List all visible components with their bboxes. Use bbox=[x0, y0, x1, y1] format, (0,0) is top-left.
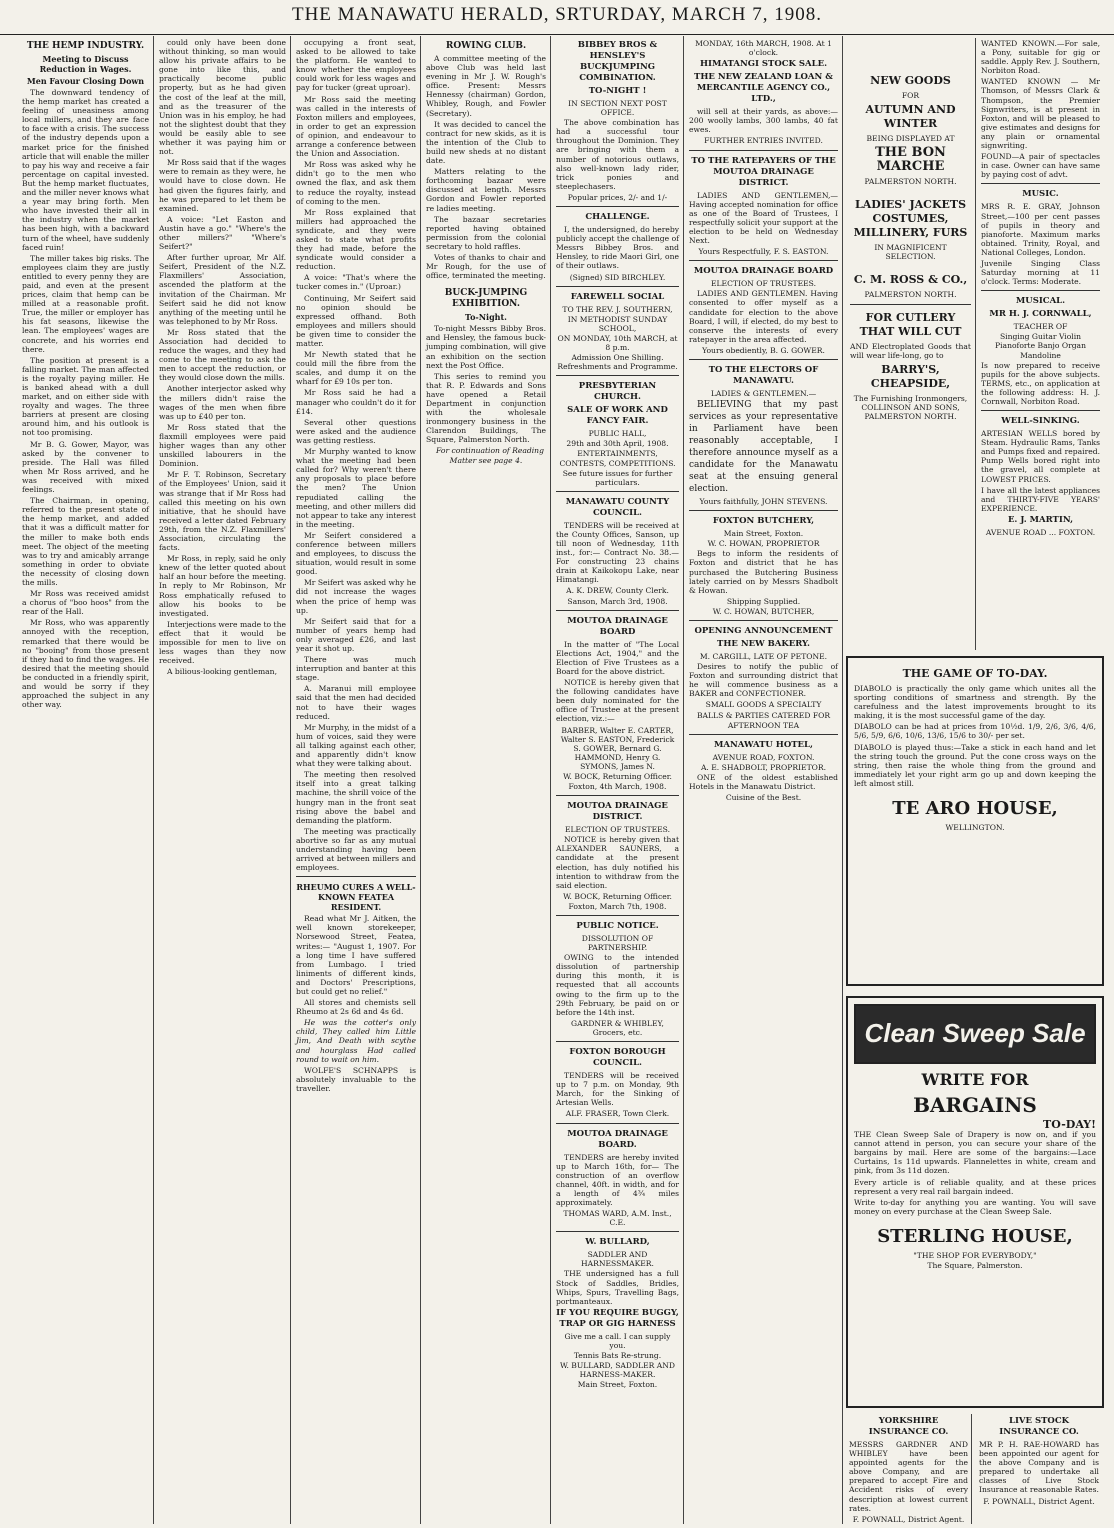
classified-ad: WANTED KNOWN — Mr Thomson, of Messrs Clark & Thompson, the Premier Signwriters, is at present in Foxton, and will be pleased to give estimates and designs for any plain or ornamental signwriting. bbox=[981, 77, 1100, 151]
advert-line: Foxton, 4th March, 1908. bbox=[568, 782, 667, 792]
advert-paragraph: LADIES AND GENTLEMEN,— Having accepted nomination for office as one of the Board of Trustees, I respectfully solicit your support at the election to be held on Wednesday Next. bbox=[689, 190, 838, 246]
advert-paragraph: TENDERS are hereby invited up to March 16th, for— The construction of an overflow channel, 40ft. in width, and for a length of 4¾ miles approximately. bbox=[556, 1152, 679, 1207]
advert-line: WELLINGTON. bbox=[945, 823, 1005, 833]
advert-heading: THE NEW BAKERY. bbox=[717, 639, 810, 649]
advert-line: ON MONDAY, 10th MARCH, at 8 p.m. bbox=[557, 333, 678, 352]
advert-signature: GARDNER & WHIBLEY, Grocers, etc. bbox=[571, 1018, 664, 1037]
advert-heading: WELL-SINKING. bbox=[1001, 416, 1080, 427]
advert-line: ELECTION OF TRUSTEES. bbox=[710, 279, 817, 289]
article-paragraph: A voice: "That's where the tucker comes in." (Uproar.) bbox=[296, 273, 416, 292]
advert-paragraph: LADIES AND GENTLEMEN. Having consented to offer myself as a candidate for election to the above Board, I will, if elected, do my best to conserve the interests of every ratepayer in the area affected. bbox=[689, 289, 838, 344]
bon-marche-column bbox=[846, 38, 976, 650]
advert-heading: FOXTON BUTCHERY, bbox=[712, 516, 815, 527]
advert-paragraph: Read what Mr J. Aitken, the well known storekeeper, Norsewood Street, Featea, writes:— "August 1, 1907. For a long time I have suffered from Lumbago. I tried liniments of different kinds, and Doctors' Prescriptions, but could get no relief." bbox=[296, 914, 416, 996]
advert-signature: THOMAS WARD, A.M. Inst., C.E. bbox=[563, 1209, 672, 1228]
advert-line: IN METHODIST SUNDAY SCHOOL, bbox=[567, 314, 668, 333]
advert-line: FOR bbox=[901, 91, 920, 100]
column-rule bbox=[290, 36, 291, 1524]
advert-heading: FAREWELL SOCIAL bbox=[570, 291, 665, 302]
article-paragraph: Mr Ross explained that millers had approached the syndicate, and they were asked to state what profits they had made, before the syndicate would consider a reduction. bbox=[296, 207, 416, 272]
advert-block bbox=[556, 1123, 679, 1228]
advert-signature: (Signed) SID BIRCHLEY. bbox=[569, 272, 666, 282]
article-paragraph: Mr Newth stated that he could mill the fibre from the scales, and dump it on the wharf for £9 10s per ton. bbox=[296, 350, 416, 387]
advert-block bbox=[556, 1041, 679, 1118]
advert-line: TO THE REV. J. SOUTHERN, bbox=[562, 304, 673, 314]
advert-line: W. C. HOWAN, PROPRIETOR bbox=[707, 539, 820, 549]
advert-line: TEACHER OF bbox=[1013, 322, 1068, 332]
column-rule bbox=[842, 36, 843, 1524]
yorkshire-advert bbox=[846, 1414, 972, 1524]
advert-line: DISSOLUTION OF PARTNERSHIP. bbox=[581, 934, 654, 953]
column-rule bbox=[420, 36, 421, 1524]
advert-paragraph: Every article is of reliable quality, and at these prices represent a very real rail bargain indeed. bbox=[854, 1177, 1096, 1196]
advert-line: Cuisine of the Best. bbox=[725, 793, 802, 803]
article-paragraph: Mr B. G. Gower, Mayor, was asked by the convener to preside. The Hall was filled when Mr Ross arrived, and he was received with mixed feelings. bbox=[22, 439, 149, 495]
advert-signature: Yours obediently, B. G. GOWER. bbox=[702, 345, 825, 355]
advert-line: PALMERSTON NORTH. bbox=[864, 290, 957, 300]
masthead-title: THE MANAWATU HERALD, SRTURDAY, MARCH 7, 1908. bbox=[291, 4, 823, 25]
article-paragraph: The position at present is a falling market. The man affected is the royalty paying miller. He is banked ahead with a dull market, and on either side with royalty and wages. The three barriers at present are closing around him, and his outlook is not too promising. bbox=[22, 355, 149, 438]
advert-line: SADDLER AND HARNESSMAKER. bbox=[581, 1250, 654, 1269]
advert-heading: BARRY'S, CHEAPSIDE, bbox=[870, 362, 951, 390]
advert-paragraph: DIABOLO can be had at prices from 10½d. 1/9, 2/6, 3/6, 4/6, 5/6, 5/9, 6/6, 10/6, 13/6, 15/6 to 30/- per set. bbox=[854, 722, 1096, 741]
advert-heading: BIBBEY BROS & HENSLEY'S BUCKJUMPING COMBINATION. bbox=[577, 40, 658, 83]
continuation-note: For continuation of Reading Matter see page 4. bbox=[436, 446, 544, 465]
advert-line: Popular prices, 2/- and 1/- bbox=[567, 192, 668, 202]
advert-line: LADIES & GENTLEMEN.— bbox=[710, 388, 817, 398]
advert-heading: IF YOU REQUIRE BUGGY, TRAP OR GIG HARNESS bbox=[556, 1307, 679, 1329]
article-paragraph: Interjections were made to the effect that it would be impossible for men to live on less wages than they now received. bbox=[159, 619, 286, 666]
advert-signature: A. K. DREW, County Clerk. bbox=[566, 586, 669, 596]
advert-paragraph: OWING to the intended dissolution of partnership during this month, it is requested that all accounts owing to the firm up to the 29th February, be paid on or before the 14th inst. bbox=[556, 953, 679, 1017]
advert-line: Main Street, Foxton. bbox=[577, 1380, 658, 1390]
advert-heading: FOR CUTLERY THAT WILL CUT bbox=[859, 310, 962, 338]
advert-paragraph: ARTESIAN WELLS bored by Steam. Hydraulic Rams, Tanks and Pumps fixed and repaired. Pump Wells bored right into the gravel, all complete at LOWEST PRICES. bbox=[981, 429, 1100, 484]
advert-heading: THE NEW ZEALAND LOAN & MERCANTILE AGENCY CO., LTD., bbox=[694, 72, 833, 105]
te-aro-house-title: TE ARO HOUSE, bbox=[892, 798, 1058, 820]
advert-paragraph: Desires to notify the public of Foxton and surrounding district that he will commence business as a BAKER and CONFECTIONER. bbox=[689, 662, 838, 699]
advert-line: FURTHER ENTRIES INVITED. bbox=[704, 136, 823, 146]
advert-heading: TO THE ELECTORS OF MANAWATU. bbox=[708, 364, 819, 386]
right-top-block bbox=[846, 38, 1104, 650]
advert-line: ENTERTAINMENTS, CONTESTS, COMPETITIONS. bbox=[559, 449, 676, 468]
advert-signature: W. BOCK, Returning Officer. bbox=[563, 891, 672, 901]
column-3 bbox=[292, 38, 420, 1522]
article-paragraph: After further uproar, Mr Alf. Seifert, President of the N.Z. Flaxmillers' Association, ascended the platform at the invitation of the Chairman. Mr Seifert said he did not know anything of the meeting until he was telephoned to by Mr Ross. bbox=[159, 253, 286, 326]
advert-paragraph: MRS R. E. GRAY, Johnson Street,—100 per cent passes of pupils in theory and pianoforte. Maximum marks obtained. Trinity, Royal, and National Colleges, London. bbox=[981, 202, 1100, 257]
article-paragraph: occupying a front seat, asked to be allowed to take the platform. He wanted to know whether the employees could work for less wages and pay for tucker (great uproar). bbox=[296, 38, 416, 93]
advert-heading: RHEUMO CURES A WELL-KNOWN FEATEA RESIDENT. bbox=[296, 882, 416, 913]
advert-line: Shipping Supplied. bbox=[726, 596, 801, 606]
advert-heading: WRITE FOR bbox=[921, 1070, 1029, 1089]
advert-line: Main Street, Foxton. bbox=[723, 529, 804, 539]
advert-signature: W. BULLARD, SADDLER AND HARNESS-MAKER. bbox=[559, 1361, 675, 1380]
advert-line: MONDAY, 16th MARCH, 1908. At 1 o'clock. bbox=[695, 39, 832, 58]
column-4 bbox=[422, 38, 550, 1522]
article-paragraph: Mr Murphy wanted to know what the meeting had been called for? Why weren't there any proposals to place before the men? The Union repudiated calling the meeting, and other millers did not appear to take any interest in the meeting. bbox=[296, 447, 416, 529]
advert-signature: F. POWNALL, District Agent. bbox=[983, 1496, 1095, 1506]
advert-line: BEING DISPLAYED AT bbox=[866, 134, 955, 144]
advert-names: BARBER, Walter E. CARTER, Walter S. EASTON, Frederick S. GOWER, Bernard G. HAMMOND, Henry G. SYMONS, James N. bbox=[560, 725, 675, 771]
advert-signature: Yours faithfully, JOHN STEVENS. bbox=[699, 497, 828, 507]
article-paragraph: The downward tendency of the hemp market has created a feeling of uneasiness among local millers, and they are face to face with a crisis. The success of the industry depends upon a market price for the finished article that will enable the miller to pay his way and receive a fair percentage on capital invested. But the hemp market fluctuates, and the miller never knows what a year may bring forth. Men who have invested their all in the industry when the market has been high, with a backward turn of the wheel, have suddenly faced ruin! bbox=[22, 88, 149, 252]
article-paragraph: Mr Ross said that if the wages were to remain as they were, he would have to close down. He had given the figures fairly, and he was prepared to let them be examined. bbox=[159, 158, 286, 213]
advert-line: See future issues for further particulars. bbox=[562, 468, 673, 487]
advert-paragraph: TENDERS will be received up to 7 p.m. on Monday, 9th March, for the Sinking of Artesian Wells. bbox=[556, 1071, 679, 1108]
diabolo-advert bbox=[846, 656, 1104, 986]
classified-ad: WANTED KNOWN.—For sale, a Pony, suitable for gig or saddle. Apply Rev. J. Southern, Norbiton Road. bbox=[981, 39, 1100, 76]
advert-heading: NEW GOODS bbox=[870, 74, 951, 87]
column-rule bbox=[153, 36, 154, 1524]
article-paragraph: The Chairman, in opening, referred to the present state of the hemp market, and added that it was a difficult matter for the miller to make both ends meet. The object of the meeting was to try and amicably arrange something in order to obviate the necessity of closing down the mills. bbox=[22, 496, 149, 587]
advert-heading: PUBLIC NOTICE. bbox=[576, 921, 659, 931]
advert-line: The Furnishing Ironmongers, COLLINSON AND SONS, PALMERSTON NORTH. bbox=[853, 393, 968, 421]
bon-marche-title: THE BON MARCHE bbox=[875, 145, 946, 175]
advert-heading: SALE OF WORK AND FANCY FAIR. bbox=[567, 405, 668, 427]
advert-line: Tennis Bats Re-strung. bbox=[573, 1351, 662, 1360]
advert-heading: MUSICAL. bbox=[1015, 296, 1066, 307]
advert-paragraph: Begs to inform the residents of Foxton and district that he has purchased the Butchering Business lately carried on by Messrs Shadbolt & Howan. bbox=[689, 549, 838, 595]
article-subheading: To-Night. bbox=[465, 312, 507, 323]
article-subheading: Meeting to Discuss Reduction in Wages. bbox=[39, 54, 132, 74]
advert-line: ELECTION OF TRUSTEES. bbox=[564, 825, 671, 835]
advert-heading: CHALLENGE. bbox=[585, 212, 650, 223]
advert-line: The Square, Palmerston. bbox=[927, 1261, 1023, 1271]
advert-paragraph: AND Electroplated Goods that will wear life-long, go to bbox=[850, 341, 971, 360]
advert-line: 29th and 30th April, 1908. bbox=[566, 439, 669, 449]
article-paragraph: Mr Ross, who was apparently annoyed with the reception, remarked that there would be no "booing" from those present if they had to find the wages. He desired that the meeting should be conducted in a friendly spirit, and would be sorry if they approached the subject in any other way. bbox=[22, 618, 149, 710]
advert-heading: THE GAME OF TO-DAY. bbox=[902, 667, 1048, 680]
column-5 bbox=[552, 38, 683, 1522]
advert-line: IN MAGNIFICENT SELECTION. bbox=[874, 243, 947, 262]
article-paragraph: Mr Ross was received amidst a chorus of "boo hoos" from the rear of the Hall. bbox=[22, 589, 149, 617]
column-1 bbox=[18, 38, 153, 1522]
advert-subheading: TO-NIGHT ! bbox=[588, 86, 647, 96]
article-paragraph: A. Maranui mill employee said that the men had decided not to have their wages reduced. bbox=[296, 684, 416, 721]
advert-paragraph: The above combination has had a successful tour throughout the Dominion. They are bringing with them a number of notorious outlaws, also well-known lady rider, trick ponies and steeplechasers. bbox=[556, 118, 679, 191]
advert-heading: MUSIC. bbox=[1022, 189, 1059, 200]
column-rule bbox=[550, 36, 551, 1524]
advert-heading: HIMATANGI STOCK SALE. bbox=[699, 59, 828, 70]
article-paragraph: Matters relating to the forthcoming bazaar were discussed at length. Messrs Gordon and Fowler reported re ladies meeting. bbox=[426, 167, 546, 213]
article-paragraph: Mr Seifert said that for a number of years hemp had only averaged £26, and last year it shot up. bbox=[296, 616, 416, 653]
article-heading: ROWING CLUB. bbox=[445, 41, 527, 51]
article-heading: BUCK-JUMPING EXHIBITION. bbox=[444, 288, 528, 310]
advert-heading: MOUTOA DRAINAGE DISTRICT. bbox=[567, 801, 668, 823]
masthead bbox=[0, 0, 1114, 35]
advert-paragraph: MR P. H. RAE-HOWARD has been appointed our agent for the above Company and is prepared to undertake all classes of Live Stock Insurance at reasonable Rates. bbox=[979, 1440, 1099, 1495]
article-paragraph: Mr Ross stated that the Association had decided to reduce the wages, and they had come to the meeting to ask the men to accept the reduction, or they would close down the mills. bbox=[159, 327, 286, 383]
article-paragraph: Mr Ross was asked why he didn't go to the men who owned the flax, and ask them to reduce the royalty, instead of coming to the men. bbox=[296, 160, 416, 206]
advert-heading: MANAWATU HOTEL, bbox=[714, 739, 813, 750]
advert-heading: AUTUMN AND WINTER bbox=[865, 103, 956, 131]
column-2 bbox=[155, 38, 290, 1522]
advert-paragraph: WOLFE'S SCHNAPPS is absolutely invaluable to the traveller. bbox=[296, 1065, 416, 1093]
article-paragraph: Mr Ross said the meeting was called in the interests of Foxton millers and employees, in order to get an expression of opinion, and endeavour to arrange a conference between the Union and Association. bbox=[296, 94, 416, 159]
advert-line: AVENUE ROAD ... FOXTON. bbox=[985, 527, 1096, 537]
advert-line: AVENUE ROAD, FOXTON. bbox=[712, 752, 815, 762]
advert-paragraph: DIABOLO is practically the only game which unites all the sporting conditions of smartness and strength. By the carefulness and the latest improvements brought to its making, it is the most successful game of the day. bbox=[854, 684, 1096, 721]
advert-heading: YORKSHIRE INSURANCE CO. bbox=[868, 1416, 949, 1437]
advert-signature: W. BOCK, Returning Officer. bbox=[563, 771, 672, 781]
advert-line: IN SECTION NEXT POST OFFICE. bbox=[568, 99, 667, 118]
article-paragraph: A voice: "Let Easton and Austin have a go." "Where's the other millers?" "Where's Seifert?" bbox=[159, 214, 286, 252]
advert-paragraph: THE Clean Sweep Sale of Drapery is now on, and if you cannot attend in person, you can secure your share of the bargains by mail. Here are some of the bargains:—Lace Curtains, 1s 11d upwards. Flannelettes in white, cream and pink, from 3s 11d dozen. bbox=[854, 1130, 1096, 1176]
advert-paragraph: MESSRS GARDNER AND WHIBLEY have been appointed agents for the above Company, and are prepared to accept Fire and Accident risks of every description at lowest current rates. bbox=[849, 1440, 968, 1513]
advert-line: Sanson, March 3rd, 1908. bbox=[567, 596, 668, 606]
advert-heading: TO THE RATEPAYERS OF THE MOUTOA DRAINAGE DISTRICT. bbox=[691, 155, 836, 188]
advert-heading: LIVE STOCK INSURANCE CO. bbox=[999, 1416, 1079, 1437]
advert-heading: PRESBYTERIAN CHURCH. bbox=[578, 381, 657, 403]
livestock-advert bbox=[976, 1414, 1102, 1524]
article-paragraph: Mr Seifert considered a conference between millers and employees, to discuss the situation, would result in some good. bbox=[296, 530, 416, 577]
article-heading: THE HEMP INDUSTRY. bbox=[26, 41, 145, 51]
article-paragraph: Mr Ross said he had a manager who couldn't do it for £14. bbox=[296, 388, 416, 416]
article-paragraph: Continuing, Mr Seifert said no opinion should be expressed offhand. Both employees and millers should be given time to consider the matter. bbox=[296, 293, 416, 348]
advert-paragraph: TENDERS will be received at the County Offices, Sanson, up till noon of Wednesday, 11th inst., for:— Contract No. 38.—For constructing 23 chains drain at Kaikokopu Lake, near Himatangi. bbox=[556, 520, 679, 585]
article-paragraph: The miller takes big risks. The employees claim they are justly entitled to every penny they are paid, and even at the present prices, claim that hemp can be milled at a reasonable profit. True, the miller or employer has his fat seasons, likewise the lean. The employees' wages are concrete, and his worries end there. bbox=[22, 253, 149, 354]
advert-line: M. CARGILL, LATE OF PETONE. bbox=[699, 652, 828, 661]
advert-paragraph: NOTICE is hereby given that the following candidates have been duly nominated for the office of Trustee at the present election, viz.:— bbox=[556, 678, 679, 724]
article-paragraph: Mr Ross, in reply, said he only knew of the letter quoted about half an hour before the meeting. In reply to Mr Robinson, Mr Ross emphatically refused to allow his books to be investigated. bbox=[159, 554, 286, 618]
article-paragraph: There was much interruption and banter at this stage. bbox=[296, 655, 416, 683]
advert-paragraph: All stores and chemists sell Rheumo at 2s 6d and 4s 6d. bbox=[296, 998, 416, 1017]
article-paragraph: Mr F. T. Robinson, Secretary of the Employees' Union, said it was strange that if Mr Ross had called this meeting on his own initiative, that he should have received a letter dated February 29th, from the N.Z. Flaxmillers' Association, circulating the facts. bbox=[159, 470, 286, 553]
column-rule bbox=[683, 36, 684, 1524]
advert-heading: OPENING ANNOUNCEMENT bbox=[694, 626, 833, 636]
insurance-adverts bbox=[846, 1414, 1104, 1524]
verse: He was the cotter's only child, They called him Little Jim, And Death with scythe and hourglass Had called round to wait on him. bbox=[296, 1018, 416, 1064]
advert-heading: W. BULLARD, bbox=[585, 1237, 650, 1248]
advert-heading: BARGAINS bbox=[913, 1093, 1037, 1117]
column-6 bbox=[685, 38, 842, 1522]
article-paragraph: Mr Ross stated that the flaxmill employees were paid higher wages than any other unskilled labourers in the Dominion. bbox=[159, 422, 286, 469]
advert-line: TO-DAY! bbox=[1043, 1118, 1096, 1131]
advert-paragraph: ONE of the oldest established Hotels in the Manawatu District. bbox=[689, 772, 838, 792]
clean-sweep-banner: Clean Sweep Sale bbox=[854, 1004, 1096, 1064]
article-paragraph: Another interjector asked why the millers didn't raise the wages of the men when fibre was up to £40 per ton. bbox=[159, 384, 286, 421]
classifieds-column bbox=[977, 38, 1104, 650]
article-paragraph: To-night Messrs Bibby Bros. and Hensley, the famous buck-jumping combination, will give an exhibition on the section next the Post Office. bbox=[426, 324, 546, 370]
advert-paragraph: I, the undersigned, do hereby publicly accept the challenge of Messrs Bibbey Bros. and Hensley, to ride Maori Girl, one of their outlaws. bbox=[556, 225, 679, 271]
article-paragraph: It was decided to cancel the contract for new skids, as it is the intention of the Club to build new sheds at no distant date. bbox=[426, 119, 546, 166]
classified-ad: FOUND—A pair of spectacles in case. Owner can have same by paying cost of advt. bbox=[981, 152, 1100, 180]
advert-paragraph: BELIEVING that my past services as your representative in Parliament have been reasonably acceptable, I therefore announce myself as a candidate for the Manawatu seat at the ensuing general election. bbox=[689, 400, 838, 495]
advert-paragraph: NOTICE is hereby given that ALEXANDER SAUNERS, a candidate at the present election, has duly notified his intention to withdraw from the said election. bbox=[556, 835, 679, 890]
sterling-house-title: STERLING HOUSE, bbox=[877, 1225, 1073, 1247]
clean-sweep-advert bbox=[846, 996, 1104, 1408]
advert-paragraph: I have all the latest appliances and THIRTY-FIVE YEARS' EXPERIENCE. bbox=[981, 485, 1100, 513]
article-paragraph: Mr Seifert was asked why he did not increase the wages when the price of hemp was up. bbox=[296, 578, 416, 615]
advert-paragraph: will sell at their yards, as above:— 200 woolly lambs, 300 lambs, 40 fat ewes. bbox=[689, 107, 838, 135]
advert-line: "THE SHOP FOR EVERYBODY," bbox=[913, 1250, 1037, 1260]
article-paragraph: Votes of thanks to chair and Mr Rough, for the use of office, terminated the meeting. bbox=[426, 252, 546, 281]
article-subheading: Men Favour Closing Down bbox=[26, 76, 145, 86]
advert-block bbox=[556, 1231, 679, 1389]
advert-paragraph: Juvenile Singing Class Saturday morning at 11 o'clock. Terms: Moderate. bbox=[981, 258, 1100, 287]
article-paragraph: The meeting was practically abortive so far as any mutual understanding having been arrived at between millers and employees. bbox=[296, 826, 416, 873]
advert-line: Foxton, March 7th, 1908. bbox=[568, 901, 667, 911]
advert-heading: FOXTON BOROUGH COUNCIL. bbox=[569, 1047, 666, 1069]
advert-signature: Yours Respectfully, F. S. EASTON. bbox=[698, 247, 829, 257]
advert-signature: E. J. MARTIN, bbox=[1007, 514, 1074, 525]
advert-line: Admission One Shilling. Refreshments and Programme. bbox=[557, 353, 678, 372]
advert-paragraph: In the matter of "The Local Elections Act, 1904," and the Election of Five Trustees as a Board for the above district. bbox=[556, 639, 679, 676]
advert-paragraph: Write to-day for anything you are wanting. You will save money on every purchase at the Clean Sweep Sale. bbox=[854, 1197, 1096, 1216]
advert-heading: LADIES' JACKETS COSTUMES, MILLINERY, FURS bbox=[853, 198, 968, 240]
advert-line: BALLS & PARTIES CATERED FOR bbox=[696, 710, 831, 720]
advert-line: SMALL GOODS A SPECIALTY bbox=[705, 700, 822, 710]
advert-paragraph: THE undersigned has a full Stock of Saddles, Bridles, Whips, Spurs, Travelling Bags, portmanteaux. bbox=[556, 1269, 679, 1306]
article-paragraph: Mr Murphy, in the midst of a hum of voices, said they were all talking against each other, and apparently didn't know what they were talking about. bbox=[296, 722, 416, 769]
advert-line: A. E. SHADBOLT, PROPRIETOR. bbox=[700, 762, 827, 772]
article-paragraph: could only have been done without thinking, so man would allow his private affairs to be gone into like this, and practically become public property, but as he had given the cost of the leaf at the mill, and as the treasurer of the Union was in his employ, he had not the slightest doubt that they would be easily able to see whether it was paying him or not. bbox=[159, 38, 286, 157]
advert-heading: MANAWATU COUNTY COUNCIL. bbox=[565, 496, 670, 518]
advert-signature: W. C. HOWAN, BUTCHER, bbox=[712, 606, 815, 616]
advert-paragraph: DIABOLO is played thus:—Take a stick in each hand and let the string touch the ground. Put the cone cross ways on the string, then raise the whole thing from the ground and immediately let your right arm go up and down keeping the left almost still. bbox=[854, 742, 1096, 788]
advert-line: AFTERNOON TEA bbox=[727, 720, 800, 730]
article-paragraph: Several other questions were asked and the audience was getting restless. bbox=[296, 417, 416, 445]
advert-heading: MOUTOA DRAINAGE BOARD. bbox=[567, 1128, 668, 1150]
advert-line: Give me a call. I can supply you. bbox=[564, 1331, 671, 1350]
advert-heading: MOUTOA DRAINAGE BOARD bbox=[693, 266, 834, 277]
advert-heading: C. M. ROSS & CO., bbox=[853, 273, 968, 287]
advert-line: PUBLIC HALL, bbox=[588, 429, 647, 439]
article-paragraph: The meeting then resolved itself into a great talking machine, the shrill voice of the hungry man in the front seat rising above the babel and demanding the platform. bbox=[296, 770, 416, 825]
advert-line: Singing Guitar Violin Pianoforte Banjo Organ Mandoline bbox=[995, 332, 1086, 360]
advert-line: PALMERSTON NORTH. bbox=[864, 177, 957, 187]
advert-signature: F. POWNALL, District Agent. bbox=[852, 1514, 965, 1524]
article-paragraph: A bilious-looking gentleman, bbox=[167, 667, 277, 677]
article-paragraph: The bazaar secretaries reported having obtained permission from the colonial secretary to hold raffles. bbox=[426, 214, 546, 251]
article-paragraph: This series to remind you that R. P. Edwards and Sons have opened a Retail Department in conjunction with the wholesale ironmongery business in the Clarendon Buildings, The Square, Palmerston North. bbox=[426, 371, 546, 445]
advert-heading: MR H. J. CORNWALL, bbox=[989, 309, 1092, 320]
advert-heading: MOUTOA DRAINAGE BOARD bbox=[567, 615, 668, 637]
article-paragraph: A committee meeting of the above Club was held last evening in Mr J. W. Rough's office. Present: Messrs Hennessy (chairman) Gordon, Whibley, Rough, and Fowler (Secretary). bbox=[426, 54, 546, 118]
advert-signature: ALF. FRASER, Town Clerk. bbox=[565, 1109, 670, 1119]
advert-paragraph: Is now prepared to receive pupils for the above subjects. TERMS, etc., on application at the following address: H. J. Cornwall, Norbiton Road. bbox=[981, 360, 1100, 406]
